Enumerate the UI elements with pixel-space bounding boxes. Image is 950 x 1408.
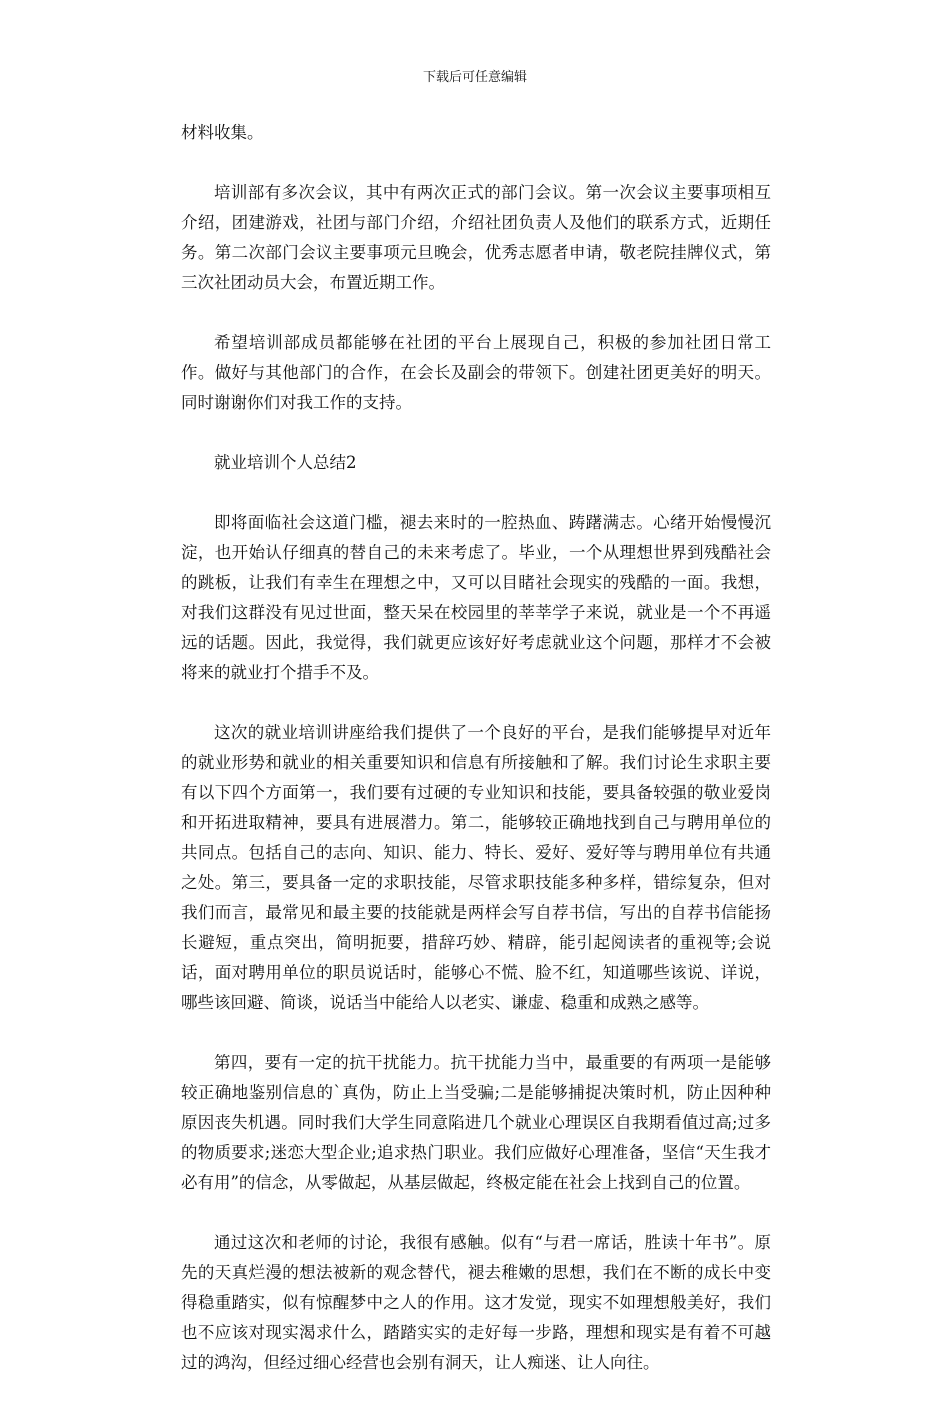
paragraph-reflection: 通过这次和老师的讨论，我很有感触。似有“与君一席话，胜读十年书”。原先的天真烂漫的想法被新的观念替代，褪去稚嫩的思想，我们在不断的成长中变得稳重踏实，似有惊醒梦中之人的作用。这才发觉，现实不如理想般美好，我们也不应该对现实渴求什么，踏踏实实的走好每一步路，理想和现实是有着不可越过的鸿沟，但经过细心经营也会别有洞天，让人痴迷、让人向往。 xyxy=(181,1233,771,1372)
paragraph-training: 这次的就业培训讲座给我们提供了一个良好的平台，是我们能够提早对近年的就业形势和就业的相关重要知识和信息有所接触和了解。我们讨论生求职主要有以下四个方面第一，我们要有过硬的专业知识和技能，要具备较强的敬业爱岗和开拓进取精神，要具有进展潜力。第二，能够较正确地找到自己与聘用单位的共同点。包括自己的志向、知识、能力、特长、爱好、爱好等与聘用单位有共通之处。第三，要具备一定的求职技能，尽管求职技能多种多样，错综复杂，但对我们而言，最常见和最主要的技能就是两样会写自荐书信，写出的自荐书信能扬长避短，重点突出，简明扼要，措辞巧妙、精辟，能引起阅读者的重视等;会说话，面对聘用单位的职员说话时，能够心不慌、脸不红，知道哪些该说、详说，哪些该回避、简谈，说话当中能给人以老实、谦虚、稳重和成熟之感等。 xyxy=(181,723,771,1012)
paragraph-fourth-point: 第四，要有一定的抗干扰能力。抗干扰能力当中，最重要的有两项一是能够较正确地鉴别信息的`真伪，防止上当受骗;二是能够捕捉决策时机，防止因种种原因丧失机遇。同时我们大学生同意陷进几个就业心理误区自我期看值过高;过多的物质要求;迷恋大型企业;追求热门职业。我们应做好心理准备，坚信“天生我才必有用”的信念，从零做起，从基层做起，终极定能在社会上找到自己的位置。 xyxy=(181,1053,771,1192)
paragraph-continuation: 材料收集。 xyxy=(181,123,264,142)
page-header-note: 下载后可任意编辑 xyxy=(422,70,527,85)
paragraph-hopes: 希望培训部成员都能够在社团的平台上展现自己，积极的参加社团日常工作。做好与其他部门的合作，在会长及副会的带领下。创建社团更美好的明天。同时谢谢你们对我工作的支持。 xyxy=(181,333,771,412)
paragraph-intro: 即将面临社会这道门槛，褪去来时的一腔热血、踌躇满志。心绪开始慢慢沉淀，也开始认仔细真的替自己的未来考虑了。毕业，一个从理想世界到残酷社会的跳板，让我们有幸生在理想之中，又可以目睹社会现实的残酷的一面。我想，对我们这群没有见过世面，整天呆在校园里的莘莘学子来说，就业是一个不再遥远的话题。因此，我觉得，我们就更应该好好考虑就业这个问题，那样才不会被将来的就业打个措手不及。 xyxy=(181,513,771,682)
section-heading: 就业培训个人总结2 xyxy=(214,453,357,472)
paragraph-meetings: 培训部有多次会议，其中有两次正式的部门会议。第一次会议主要事项相互介绍，团建游戏，社团与部门介绍，介绍社团负责人及他们的联系方式，近期任务。第二次部门会议主要事项元旦晚会，优秀志愿者申请，敬老院挂牌仪式，第三次社团动员大会，布置近期工作。 xyxy=(181,183,771,292)
document-body xyxy=(181,118,771,1408)
